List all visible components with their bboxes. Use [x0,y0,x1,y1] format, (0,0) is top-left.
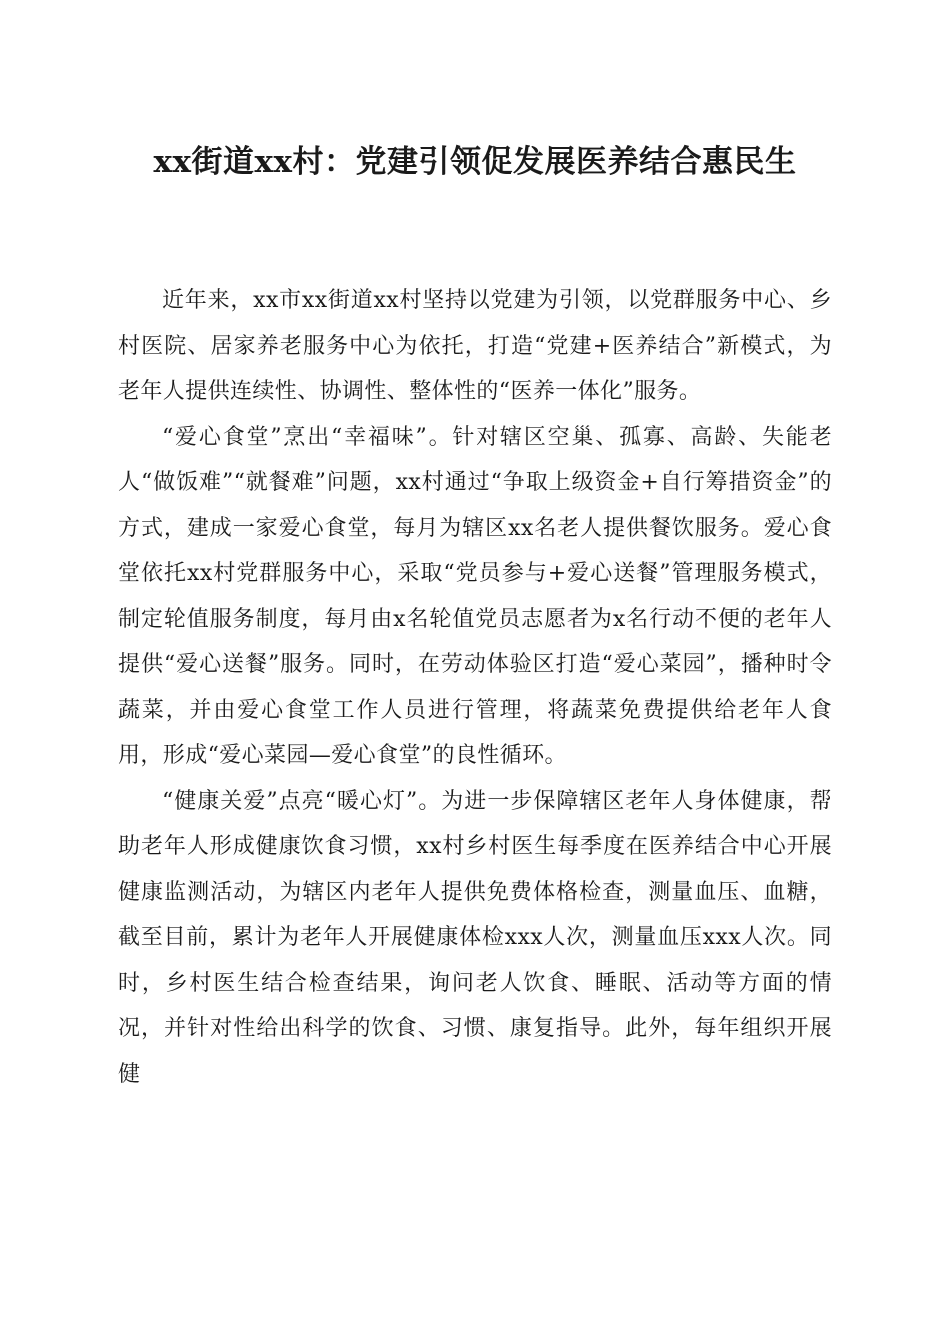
document-body [118,278,832,1097]
paragraph-health-care: “健康关爱”点亮“暖心灯”。为进一步保障辖区老年人身体健康，帮助老年人形成健康饮食习惯，xx村乡村医生每季度在医养结合中心开展健康监测活动，为辖区内老年人提供免费体格检查，测量血压、血糖，截至目前，累计为老年人开展健康体检xxx人次，测量血压xxx人次。同时，乡村医生结合检查结果，询问老人饮食、睡眠、活动等方面的情况，并针对性给出科学的饮食、习惯、康复指导。此外，每年组织开展健 [118,788,832,1087]
document-title: xx街道xx村：党建引领促发展医养结合惠民生 [153,144,797,180]
paragraph-intro: 近年来，xx市xx街道xx村坚持以党建为引领，以党群服务中心、乡村医院、居家养老服务中心为依托，打造“党建+医养结合”新模式，为老年人提供连续性、协调性、整体性的“医养一体化”服务。 [118,288,832,404]
paragraph-love-canteen: “爱心食堂”烹出“幸福味”。针对辖区空巢、孤寡、高龄、失能老人“做饭难”“就餐难”问题，xx村通过“争取上级资金+自行筹措资金”的方式，建成一家爱心食堂，每月为辖区xx名老人提供餐饮服务。爱心食堂依托xx村党群服务中心，采取“党员参与+爱心送餐”管理服务模式，制定轮值服务制度，每月由x名轮值党员志愿者为x名行动不便的老年人提供“爱心送餐”服务。同时，在劳动体验区打造“爱心菜园”，播种时令蔬菜，并由爱心食堂工作人员进行管理，将蔬菜免费提供给老年人食用，形成“爱心菜园—爱心食堂”的良性循环。 [118,424,832,768]
